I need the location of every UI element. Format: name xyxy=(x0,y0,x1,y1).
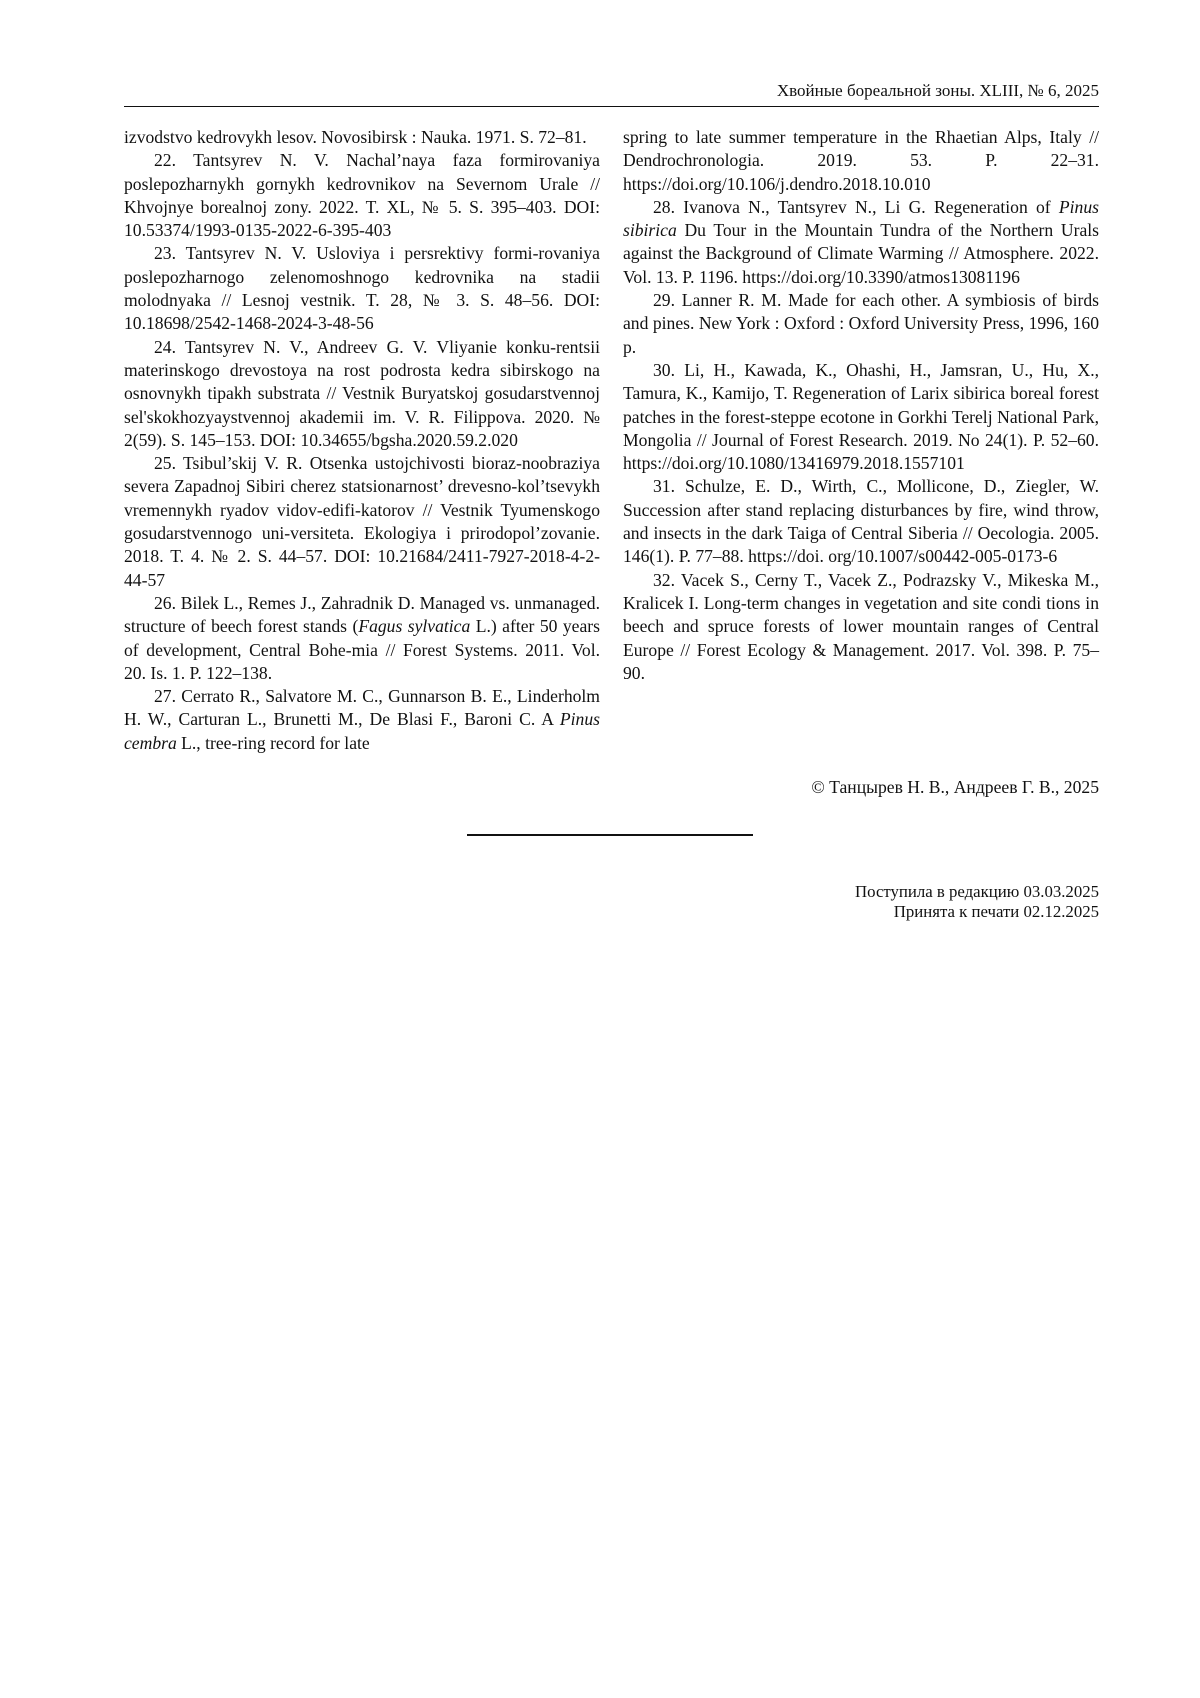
reference-text: Du Tour in the Mountain Tundra of the Northern Urals against the Background of Climate Warming // Atmosphere. 2022. Vol. 13. P. 1196. https://doi.org/10.3390/atmos13081196 xyxy=(623,220,1099,287)
ref-cont-21 xyxy=(124,126,600,149)
reference-text: 30. Li, H., Kawada, K., Ohashi, H., Jamsran, U., Hu, X., Tamura, K., Kamijo, T. Regeneration of Larix sibirica boreal forest patches in the forest-steppe ecotone in Gorkhi Terelj National Park, Mongolia // Journal of Forest Research. 2019. No 24(1). P. 52–60. https://doi.org/10.1080/13416979.2018.1557101 xyxy=(623,359,1099,474)
reference-text: 29. Lanner R. M. Made for each other. A symbiosis of birds and pines. New York : Oxford : Oxford University Press, 1996, 160 p. xyxy=(623,290,1099,357)
ref-25 xyxy=(124,452,600,592)
reference-text: 32. Vacek S., Cerny T., Vacek Z., Podrazsky V., Mikeska M., Kralicek I. Long-term changes in vegetation and site condi tions in beech and spruce forests of lower mountain ranges of Central Europe // Forest Ecology & Management. 2017. Vol. 398. P. 75–90. xyxy=(623,569,1099,683)
reference-text: 25. Tsibul’skij V. R. Otsenka ustojchivosti bioraz-noobraziya severa Zapadnoj Sibiri cherez statsionarnost’ drevesno-kol’tsevykh vremennykh ryadov vidov-edifi-katorov // Vestnik Tyumenskogo gosudarstvennogo uni-versiteta. Ekologiya i prirodopol’zovanie. 2018. T. 4. № 2. S. 44–57. DOI: 10.21684/2411-7927-2018-4-2-44-57 xyxy=(124,453,600,590)
reference-text: 22. Tantsyrev N. V. Nachal’naya faza formirovaniya poslepozharnykh gornykh kedrovnikov na Severnom Urale // Khvojnye borealnoj zony. 2022. T. XL, № 5. S. 395–403. DOI: 10.53374/1993-0135-2022-6-395-403 xyxy=(124,150,600,241)
reference-text: 24. Tantsyrev N. V., Andreev G. V. Vliyanie konku-rentsii materinskogo drevostoya na rost podrosta kedra sibirskogo na osnovnykh tipakh substrata // Vestnik Buryatskoj gosudarstvennoj sel'skokhozyaystvennoj akademii im. V. R. Filippova. 2020. № 2(59). S. 145–153. DOI: 10.34655/bgsha.2020.59.2.020 xyxy=(124,336,600,450)
copyright-line: © Танцырев Н. В., Андреев Г. В., 2025 xyxy=(811,777,1099,797)
received-date: Поступила в редакцию 03.03.2025 xyxy=(855,882,1099,901)
ref-29 xyxy=(623,289,1099,359)
reference-text: L.) after 50 years of development, Central Bohe-mia // Forest Systems. 2011. Vol. 20. Is. 1. P. 122–138. xyxy=(124,616,600,683)
journal-running-header: Хвойные бореальной зоны. XLIII, № 6, 2025 xyxy=(776,81,1099,100)
italic-species-name: Pinus sibirica xyxy=(623,196,1099,241)
reference-text: 31. Schulze, E. D., Wirth, C., Mollicone, D., Ziegler, W. Succession after stand replacing disturbances by fire, wind throw, and insects in the dark Taiga of Central Siberia // Oecologia. 2005. 146(1). P. 77–88. https://doi. org/10.1007/s00442-005-0173-6 xyxy=(623,476,1099,567)
reference-text: 27. Cerrato R., Salvatore M. C., Gunnarson B. E., Linderholm H. W., Carturan L., Brunetti M., De Blasi F., Baroni C. A xyxy=(124,686,600,730)
reference-text: spring to late summer temperature in the Rhaetian Alps, Italy // Dendrochronologia. 2019. 53. P. 22–31. https://doi.org/10.106/j.dendro.2018.10.010 xyxy=(623,127,1099,194)
submission-dates xyxy=(700,882,1099,922)
references-left-column xyxy=(124,126,600,755)
ref-23 xyxy=(124,242,600,335)
ref-32 xyxy=(623,569,1099,685)
reference-text: L., tree-ring record for late xyxy=(176,732,370,753)
ref-31 xyxy=(623,475,1099,568)
ref-30 xyxy=(623,359,1099,475)
ref-24 xyxy=(124,336,600,452)
ref-28 xyxy=(623,196,1099,289)
accepted-date: Принята к печати 02.12.2025 xyxy=(893,902,1099,921)
header-rule xyxy=(124,106,1099,107)
reference-text: 28. Ivanova N., Tantsyrev N., Li G. Regeneration of xyxy=(653,196,1059,217)
ref-26 xyxy=(124,592,600,685)
italic-species-name: Fagus sylvatica xyxy=(358,616,471,637)
ref-27 xyxy=(124,685,600,755)
references-right-column xyxy=(623,126,1099,685)
article-end-rule xyxy=(467,834,753,836)
ref-cont-27 xyxy=(623,126,1099,196)
reference-text: 23. Tantsyrev N. V. Usloviya i persrektivy formi-rovaniya poslepozharnogo zelenomoshnogo kedrovnika na stadii molodnyaka // Lesnoj vestnik. T. 28, № 3. S. 48–56. DOI: 10.18698/2542-1468-2024-3-48-56 xyxy=(124,243,600,334)
reference-text: 26. Bilek L., Remes J., Zahradnik D. Managed vs. unmanaged. structure of beech forest stands ( xyxy=(124,592,600,637)
italic-species-name: Pinus cembra xyxy=(124,709,600,753)
reference-text: izvodstvo kedrovykh lesov. Novosibirsk : Nauka. 1971. S. 72–81. xyxy=(124,127,587,147)
ref-22 xyxy=(124,149,600,242)
